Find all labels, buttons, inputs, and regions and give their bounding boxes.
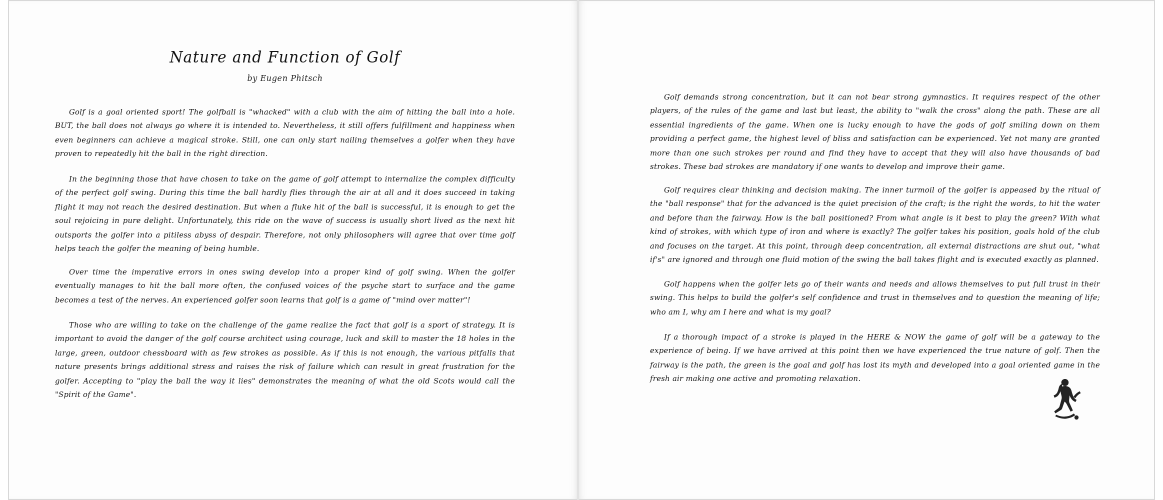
paragraph: Golf is a goal oriented sport! The golfball is "whacked" with a club with the aim of hitting the ball into a hole. BUT, the ball does not always go where it is intended to. Nevertheless, it still offers fulfillment and happiness when even beginners can achieve a magical stroke. Still, one can only start nailing themselves a golfer when they have proven to repeatedly hit the ball in the right direction. bbox=[55, 107, 515, 159]
paragraph: If a thorough impact of a stroke is played in the HERE & NOW the game of golf will be a gateway to the experience of being. If we have arrived at this point then we have experienced the true nature of golf. Then the fairway is the path, the green is the goal and golf has lost its myth and developed into a goal oriented game in the fresh air making one active and promoting relaxation. bbox=[650, 332, 1100, 384]
paragraph: Over time the imperative errors in ones swing develop into a proper kind of golf swing. When the golfer eventually manages to hit the ball more often, the confused voices of the psyche start to surface and the game becomes a test of the nerves. An experienced golfer soon learns that golf is a game of "mind over matter"! bbox=[55, 267, 515, 305]
paragraph: Golf demands strong concentration, but it can not bear strong gymnastics. It requires respect of the other players, of the rules of the game and last but least, the ability to "walk the cross" along the path. These are all essential ingredients of the game. When one is lucky enough to have the gods of golf smiling down on them providing a perfect game, the highest level of bliss and satisfaction can be experienced. Yet not many are granted more than one such strokes per round and find they have to accept that they will also have thousands of bad strokes. These bad strokes are mandatory if one wants to develop and improve their game. bbox=[650, 92, 1100, 172]
paragraph: Golf requires clear thinking and decision making. The inner turmoil of the golfer is appeased by the ritual of the "ball response" that for the advanced is the quiet precision of the craft; is the right the words, to hit the water and before than the fairway. How is the ball positioned? From what angle is it best to play the green? With what kind of strokes, with which type of iron and where is exactly? The golfer takes his position, goals hold of the club and focuses on the target. At this point, through deep concentration, all external distractions are shut out, "what if's" are ignored and through one fluid motion of the swing the ball takes flight and is executed exactly as planned. bbox=[650, 185, 1100, 265]
document-author: by Eugen Phitsch bbox=[247, 74, 323, 83]
right-page-content bbox=[650, 90, 1100, 384]
left-page-content bbox=[55, 48, 515, 399]
golfer-silhouette-icon bbox=[1043, 376, 1085, 422]
paragraph: In the beginning those that have chosen to take on the game of golf attempt to internalize the complex difficulty of the perfect golf swing. During this time the ball hardly flies through the air at all and it does succeed in taking flight it may not reach the desired destination. But when a fluke hit of the ball is successful, it is enough to get the soul rejoicing in pure delight. Unfortunately, this ride on the wave of success is usually short lived as the next hit outsports the golfer into a pitiless abyss of despair. Therefore, not only philosophers will agree that over time golf helps teach the golfer the meaning of being humble. bbox=[55, 173, 515, 253]
paragraph: Those who are willing to take on the challenge of the game realize the fact that golf is a sport of strategy. It is important to avoid the danger of the golf course architect using courage, luck and skill to master the 18 holes in the large, green, outdoor chessboard with as few strokes as possible. As if this is not enough, the various pitfalls that nature presents brings additional stress and raises the risk of failure which can result in great frustration for the golfer. Accepting to "play the ball the way it lies" demonstrates the meaning of what the old Scots would call the "Spirit of the Game". bbox=[55, 320, 515, 400]
book-gutter bbox=[577, 0, 579, 500]
paragraph: Golf happens when the golfer lets go of their wants and needs and allows themselves to put full trust in their swing. This helps to build the golfer's self confidence and trust in themselves and to question the meaning of life; who am I, why am I here and what is my goal? bbox=[650, 278, 1100, 317]
page-title: Nature and Function of Golf bbox=[169, 47, 401, 67]
